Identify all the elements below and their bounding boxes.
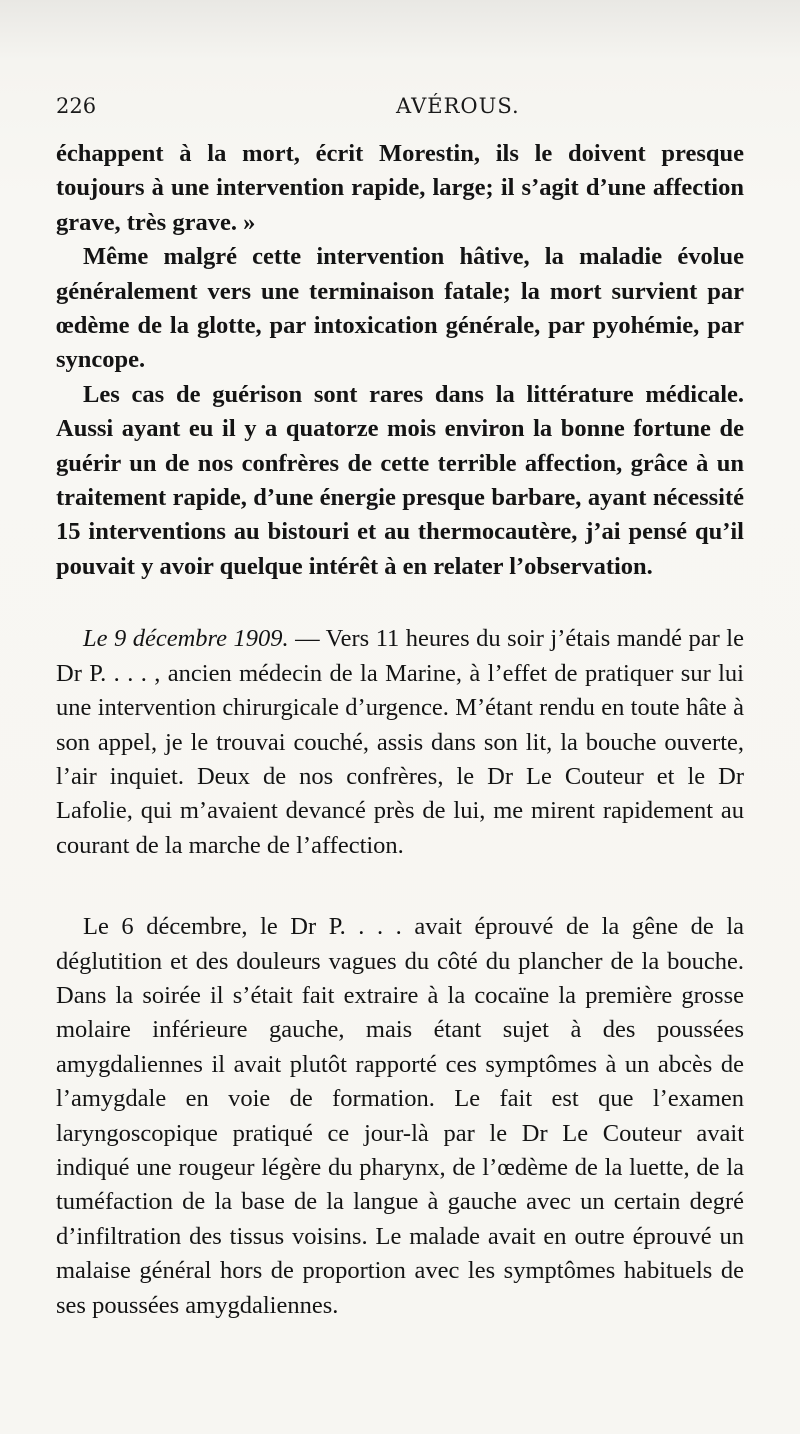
paragraph-4-text: — Vers 11 heures du soir j’étais mandé par le Dr P. . . . , ancien médecin de la Marine, à l’effet de pratiquer sur lui une intervention chirurgicale d’urgence. M’étant rendu en toute hâte à son appel, je le trouvai couché, assis dans son lit, la bouche ouverte, l’air inquiet. Deux de nos confrères, le Dr Le Couteur et le Dr Lafolie, qui m’avaient devancé près de lui, me mirent rapidement au courant de la marche de l’affection.	[56, 625, 744, 859]
body-text	[56, 137, 744, 1323]
paragraph-5: Le 6 décembre, le Dr P. . . . avait éprouvé de la gêne de la déglutition et des douleurs vagues du côté du plancher de la bouche. Dans la soirée il s’était fait extraire à la cocaïne la première grosse molaire inférieure gauche, mais étant sujet à des poussées amygdaliennes il avait plutôt rapporté ces symptômes à un abcès de l’amygdale en voie de formation. Le fait est que l’examen laryngoscopique pratiqué ce jour-là par le Dr Le Couteur avait indiqué une rougeur légère du pharynx, de l’œdème de la luette, de la tuméfaction de la base de la langue à gauche avec un certain degré d’infiltration des tissus voisins. Le malade avait en outre éprouvé un malaise général hors de proportion avec les symptômes habituels de ses poussées amygdaliennes.	[56, 913, 744, 1319]
running-head: AVÉROUS.	[396, 94, 520, 118]
page-header	[56, 94, 746, 128]
paragraph-1: échappent à la mort, écrit Morestin, ils le doivent presque toujours à une intervention rapide, large; il s’agit d’une affection grave, très grave. »	[56, 140, 744, 236]
page-number: 226	[56, 94, 97, 118]
paragraph-2: Même malgré cette intervention hâtive, la maladie évolue généralement vers une terminaison fatale; la mort survient par œdème de la glotte, par intoxication générale, par pyohémie, par syncope.	[56, 243, 744, 374]
paragraph-4	[56, 622, 744, 863]
paragraph-3: Les cas de guérison sont rares dans la littérature médicale. Aussi ayant eu il y a quatorze mois environ la bonne fortune de guérir un de nos confrères de cette terrible affection, grâce à un traitement rapide, d’une énergie presque barbare, ayant nécessité 15 interventions au bistouri et au thermocautère, j’ai pensé qu’il pouvait y avoir quelque intérêt à en relater l’observation.	[56, 380, 744, 580]
date-lead: Le 9 décembre 1909.	[83, 625, 289, 653]
